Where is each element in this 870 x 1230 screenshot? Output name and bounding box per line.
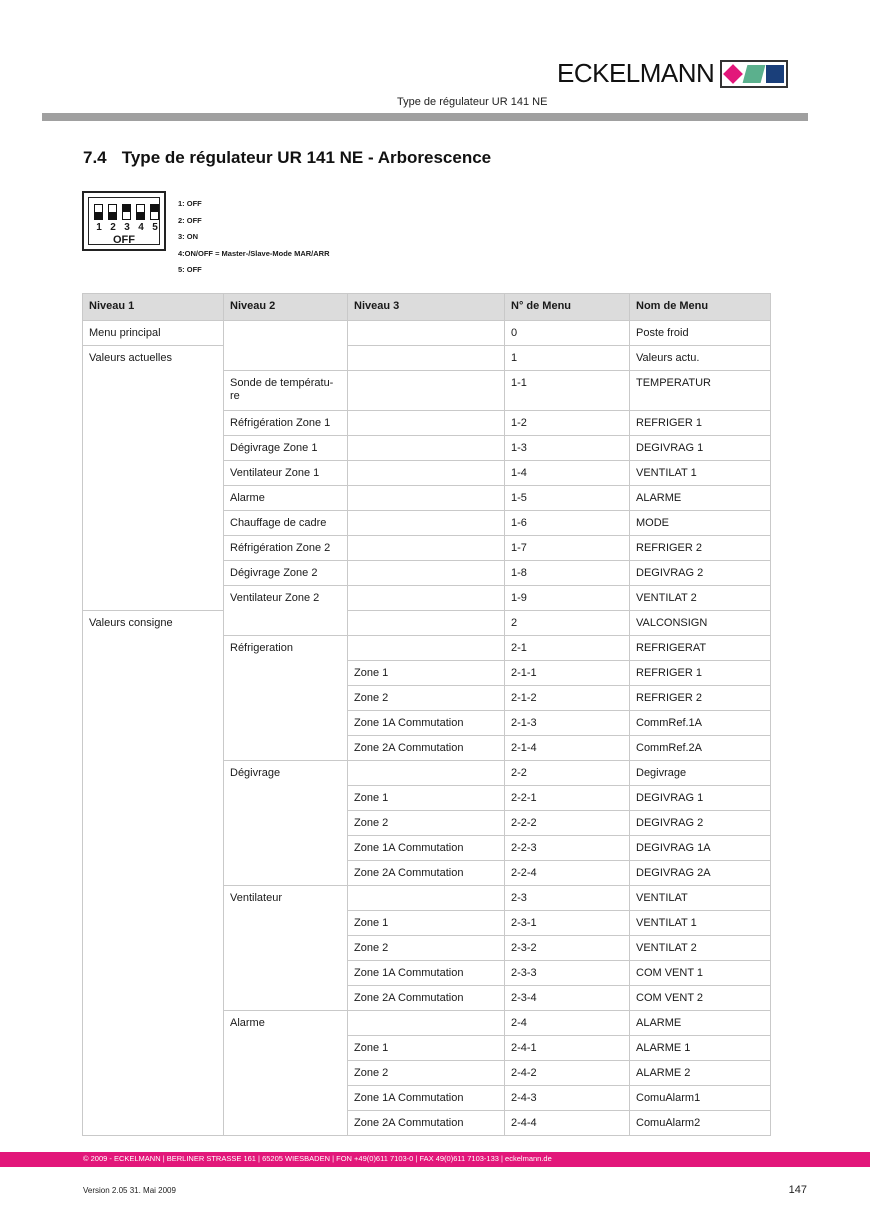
footer-company-line: © 2009 - ECKELMANN | BERLINER STRASSE 161 | 65205 WIESBADEN | FON +49(0)611 7103-0 | FAX 49(0)611 7103-133 | eckelmann.de: [83, 1154, 552, 1163]
dip-number: 3: [124, 222, 130, 233]
table-cell: Chauffage de cadre: [224, 511, 348, 536]
table-cell: [83, 1061, 224, 1086]
table-cell: [348, 411, 505, 436]
table-cell: [83, 861, 224, 886]
column-header: Niveau 2: [224, 294, 348, 321]
table-cell: [83, 761, 224, 786]
dip-switch-diagram: [82, 191, 166, 251]
table-cell: Poste froid: [630, 321, 771, 346]
table-cell: VENTILAT 1: [630, 461, 771, 486]
table-cell: Dégivrage: [224, 761, 348, 786]
table-row: [83, 861, 771, 886]
column-header: Niveau 3: [348, 294, 505, 321]
table-row: [83, 786, 771, 811]
table-cell: DEGIVRAG 2A: [630, 861, 771, 886]
table-cell: [224, 321, 348, 346]
table-cell: 2-4-3: [505, 1086, 630, 1111]
table-cell: ComuAlarm1: [630, 1086, 771, 1111]
table-row: [83, 1036, 771, 1061]
table-cell: 2-1: [505, 636, 630, 661]
table-cell: DEGIVRAG 1: [630, 786, 771, 811]
table-cell: VENTILAT 2: [630, 586, 771, 611]
table-cell: VENTILAT: [630, 886, 771, 911]
table-row: [83, 661, 771, 686]
table-cell: [83, 886, 224, 911]
dip-legend-item: 2: OFF: [178, 215, 202, 225]
table-cell: Zone 1A Commutation: [348, 1086, 505, 1111]
table-cell: 2-3-4: [505, 986, 630, 1011]
table-cell: [224, 861, 348, 886]
table-row: [83, 1061, 771, 1086]
table-cell: 1-9: [505, 586, 630, 611]
table-cell: Menu principal: [83, 321, 224, 346]
table-cell: 1-5: [505, 486, 630, 511]
table-row: [83, 736, 771, 761]
table-cell: Valeurs actu.: [630, 346, 771, 371]
table-cell: 2-2: [505, 761, 630, 786]
table-cell: [83, 436, 224, 461]
table-cell: [348, 346, 505, 371]
table-cell: 2-2-1: [505, 786, 630, 811]
column-header: N° de Menu: [505, 294, 630, 321]
table-cell: Valeurs consigne: [83, 611, 224, 636]
table-cell: [348, 1011, 505, 1036]
menu-tree-table: [82, 293, 771, 1136]
table-cell: [83, 786, 224, 811]
table-cell: [83, 1111, 224, 1136]
table-cell: 2-4-1: [505, 1036, 630, 1061]
table-cell: [348, 371, 505, 411]
table-cell: [83, 511, 224, 536]
table-cell: Réfrigération Zone 1: [224, 411, 348, 436]
table-cell: [224, 1061, 348, 1086]
table-cell: 2-4: [505, 1011, 630, 1036]
table-cell: Valeurs actuelles: [83, 346, 224, 371]
table-cell: [83, 586, 224, 611]
table-cell: DEGIVRAG 2: [630, 811, 771, 836]
table-cell: TEMPERATUR: [630, 371, 771, 411]
table-row: [83, 486, 771, 511]
table-cell: [224, 911, 348, 936]
table-cell: 1-3: [505, 436, 630, 461]
table-row: [83, 371, 771, 411]
table-cell: [224, 1086, 348, 1111]
table-row: [83, 611, 771, 636]
table-cell: Zone 2A Commutation: [348, 1111, 505, 1136]
table-cell: ALARME 2: [630, 1061, 771, 1086]
table-cell: 2-1-4: [505, 736, 630, 761]
table-cell: VALCONSIGN: [630, 611, 771, 636]
section-number: 7.4: [83, 148, 107, 167]
table-cell: COM VENT 1: [630, 961, 771, 986]
table-cell: 1-6: [505, 511, 630, 536]
table-cell: 2: [505, 611, 630, 636]
table-cell: Zone 1: [348, 911, 505, 936]
section-title-text: Type de régulateur UR 141 NE - Arborescence: [121, 148, 492, 167]
column-header: Nom de Menu: [630, 294, 771, 321]
table-row: [83, 411, 771, 436]
table-cell: CommRef.1A: [630, 711, 771, 736]
table-cell: 2-4-4: [505, 1111, 630, 1136]
table-cell: Zone 1A Commutation: [348, 836, 505, 861]
table-cell: [224, 346, 348, 371]
table-cell: [83, 486, 224, 511]
table-cell: Alarme: [224, 1011, 348, 1036]
table-cell: [224, 661, 348, 686]
table-cell: 2-1-3: [505, 711, 630, 736]
table-cell: [348, 511, 505, 536]
table-cell: DEGIVRAG 2: [630, 561, 771, 586]
table-cell: [83, 711, 224, 736]
table-cell: VENTILAT 2: [630, 936, 771, 961]
table-cell: [348, 761, 505, 786]
table-cell: Alarme: [224, 486, 348, 511]
table-row: [83, 536, 771, 561]
table-cell: Dégivrage Zone 2: [224, 561, 348, 586]
table-row: [83, 961, 771, 986]
table-cell: [348, 886, 505, 911]
table-cell: [83, 411, 224, 436]
table-cell: [83, 936, 224, 961]
table-cell: Zone 2: [348, 1061, 505, 1086]
table-row: [83, 436, 771, 461]
table-cell: [83, 836, 224, 861]
brand-mark-pink: [723, 64, 743, 84]
table-cell: Sonde de températu-re: [224, 371, 348, 411]
table-row: [83, 346, 771, 371]
version-info: Version 2.05 31. Mai 2009: [83, 1186, 176, 1195]
table-cell: VENTILAT 1: [630, 911, 771, 936]
table-cell: Zone 2: [348, 936, 505, 961]
table-row: [83, 561, 771, 586]
table-cell: [83, 736, 224, 761]
table-cell: [224, 1036, 348, 1061]
dip-switch-1: [94, 204, 103, 220]
table-cell: ALARME: [630, 1011, 771, 1036]
brand-logo: [557, 58, 788, 89]
table-cell: 1-8: [505, 561, 630, 586]
table-cell: 2-1-2: [505, 686, 630, 711]
table-cell: [348, 536, 505, 561]
table-row: [83, 836, 771, 861]
table-cell: 1-7: [505, 536, 630, 561]
table-cell: MODE: [630, 511, 771, 536]
table-cell: [83, 561, 224, 586]
table-row: [83, 586, 771, 611]
table-cell: ComuAlarm2: [630, 1111, 771, 1136]
table-cell: Réfrigération Zone 2: [224, 536, 348, 561]
table-row: [83, 1086, 771, 1111]
table-cell: Zone 1: [348, 661, 505, 686]
table-cell: [83, 661, 224, 686]
table-cell: 1-4: [505, 461, 630, 486]
table-cell: 2-2-4: [505, 861, 630, 886]
table-cell: [83, 536, 224, 561]
table-row: [83, 711, 771, 736]
table-cell: [224, 936, 348, 961]
table-cell: REFRIGER 2: [630, 686, 771, 711]
table-cell: 1: [505, 346, 630, 371]
table-cell: REFRIGER 1: [630, 661, 771, 686]
header-subtitle: Type de régulateur UR 141 NE: [397, 96, 548, 108]
table-row: [83, 911, 771, 936]
table-cell: [83, 461, 224, 486]
table-cell: 1-1: [505, 371, 630, 411]
table-row: [83, 886, 771, 911]
table-cell: [224, 961, 348, 986]
table-row: [83, 761, 771, 786]
table-cell: Zone 1: [348, 786, 505, 811]
table-cell: [83, 636, 224, 661]
table-cell: Réfrigeration: [224, 636, 348, 661]
table-cell: [224, 711, 348, 736]
brand-name: ECKELMANN: [557, 58, 715, 88]
table-cell: REFRIGER 2: [630, 536, 771, 561]
table-cell: 2-3: [505, 886, 630, 911]
header-divider: [42, 113, 808, 121]
table-cell: Zone 2A Commutation: [348, 986, 505, 1011]
table-row: [83, 511, 771, 536]
table-cell: [348, 586, 505, 611]
table-cell: [348, 461, 505, 486]
column-header: Niveau 1: [83, 294, 224, 321]
table-cell: Zone 1A Commutation: [348, 711, 505, 736]
table-cell: Zone 2: [348, 686, 505, 711]
table-cell: 2-2-3: [505, 836, 630, 861]
table-cell: [83, 371, 224, 411]
dip-legend-item: 4:ON/OFF = Master-/Slave-Mode MAR/ARR: [178, 248, 330, 258]
table-row: [83, 1111, 771, 1136]
dip-off-label: OFF: [113, 234, 135, 246]
table-cell: 1-2: [505, 411, 630, 436]
table-cell: DEGIVRAG 1: [630, 436, 771, 461]
table-cell: [348, 321, 505, 346]
table-row: [83, 686, 771, 711]
table-cell: 2-1-1: [505, 661, 630, 686]
table-cell: 2-2-2: [505, 811, 630, 836]
table-cell: REFRIGER 1: [630, 411, 771, 436]
table-body: [83, 321, 771, 1136]
table-cell: 2-3-3: [505, 961, 630, 986]
table-cell: Dégivrage Zone 1: [224, 436, 348, 461]
table-row: [83, 1011, 771, 1036]
table-cell: 0: [505, 321, 630, 346]
table-cell: [348, 436, 505, 461]
dip-number: 2: [110, 222, 116, 233]
dip-switch-2: [108, 204, 117, 220]
table-cell: [224, 611, 348, 636]
dip-legend-item: 5: OFF: [178, 265, 202, 275]
table-cell: [224, 786, 348, 811]
dip-switch-3: [122, 204, 131, 220]
table-cell: [83, 911, 224, 936]
table-cell: [224, 986, 348, 1011]
table-cell: Ventilateur Zone 2: [224, 586, 348, 611]
table-cell: [83, 1086, 224, 1111]
table-cell: 2-4-2: [505, 1061, 630, 1086]
table-row: [83, 461, 771, 486]
table-cell: [83, 811, 224, 836]
table-cell: CommRef.2A: [630, 736, 771, 761]
table-row: [83, 321, 771, 346]
dip-switch-5: [150, 204, 159, 220]
dip-legend-item: 1: OFF: [178, 199, 202, 208]
table-cell: Ventilateur Zone 1: [224, 461, 348, 486]
table-cell: ALARME: [630, 486, 771, 511]
table-cell: Zone 2A Commutation: [348, 736, 505, 761]
table-cell: [348, 636, 505, 661]
table-cell: [348, 486, 505, 511]
table-cell: COM VENT 2: [630, 986, 771, 1011]
table-cell: ALARME 1: [630, 1036, 771, 1061]
dip-switch-frame: [88, 197, 160, 245]
table-cell: [224, 1111, 348, 1136]
table-cell: [83, 986, 224, 1011]
table-cell: [224, 836, 348, 861]
table-cell: DEGIVRAG 1A: [630, 836, 771, 861]
table-cell: Ventilateur: [224, 886, 348, 911]
page-number: 147: [788, 1184, 807, 1196]
table-cell: [224, 811, 348, 836]
brand-mark-icon: [720, 60, 788, 88]
table-cell: [348, 611, 505, 636]
table-row: [83, 811, 771, 836]
dip-number: 5: [152, 222, 158, 233]
table-row: [83, 636, 771, 661]
table-cell: [83, 1011, 224, 1036]
table-cell: [224, 686, 348, 711]
brand-mark-green: [743, 65, 766, 83]
dip-switch-4: [136, 204, 145, 220]
table-cell: Degivrage: [630, 761, 771, 786]
table-cell: 2-3-2: [505, 936, 630, 961]
table-cell: Zone 2A Commutation: [348, 861, 505, 886]
table-cell: [83, 961, 224, 986]
table-cell: [348, 561, 505, 586]
table-cell: Zone 1A Commutation: [348, 961, 505, 986]
dip-number: 4: [138, 222, 144, 233]
table-cell: [224, 736, 348, 761]
table-row: [83, 986, 771, 1011]
table-header-row: [83, 294, 771, 321]
section-title: [83, 148, 491, 168]
dip-legend: [178, 196, 329, 279]
table-cell: [83, 1036, 224, 1061]
brand-mark-blue: [766, 65, 784, 83]
table-cell: Zone 2: [348, 811, 505, 836]
table-cell: [83, 686, 224, 711]
table-cell: Zone 1: [348, 1036, 505, 1061]
table-cell: 2-3-1: [505, 911, 630, 936]
table-cell: REFRIGERAT: [630, 636, 771, 661]
dip-number: 1: [96, 222, 102, 233]
dip-legend-item: 3: ON: [178, 232, 199, 242]
table-row: [83, 936, 771, 961]
